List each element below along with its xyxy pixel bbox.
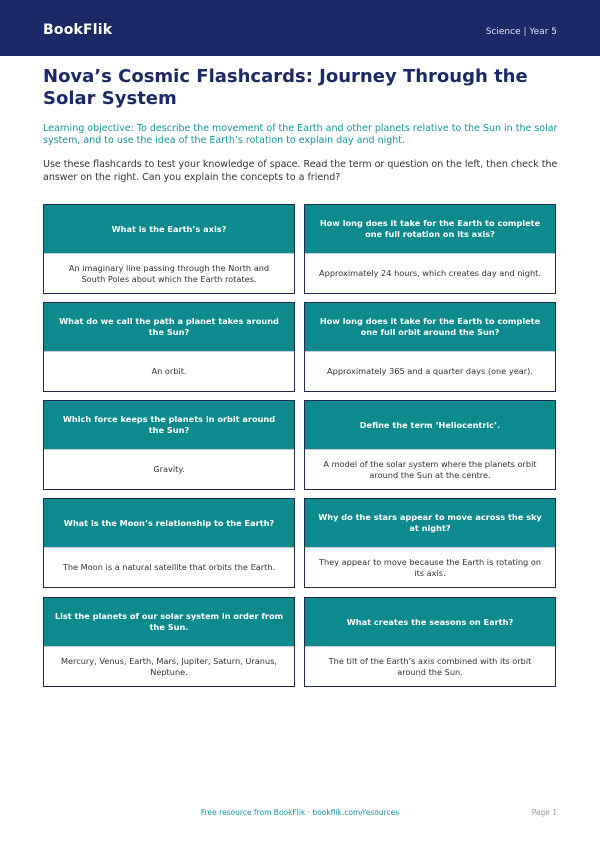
page-title: Nova’s Cosmic Flashcards: Journey Through the Solar System — [43, 66, 528, 109]
flashcard-answer: A model of the solar system where the planets orbit around the Sun at the centre. — [305, 449, 555, 489]
flashcard-question: What do we call the path a planet takes around the Sun? — [44, 303, 294, 351]
flashcard — [304, 204, 556, 294]
flashcard-answer: Mercury, Venus, Earth, Mars, Jupiter, Saturn, Uranus, Neptune. — [44, 646, 294, 686]
flashcard-question: Why do the stars appear to move across the sky at night? — [305, 499, 555, 547]
flashcard-question: What creates the seasons on Earth? — [305, 598, 555, 646]
flashcard-answer: The Moon is a natural satellite that orbits the Earth. — [44, 547, 294, 587]
flashcard-question: Define the term ‘Heliocentric’. — [305, 401, 555, 449]
flashcard-question: Which force keeps the planets in orbit around the Sun? — [44, 401, 294, 449]
flashcard — [304, 597, 556, 687]
page-number: Page 1 — [531, 808, 557, 817]
flashcard-question: List the planets of our solar system in order from the Sun. — [44, 598, 294, 646]
flashcard-answer: Approximately 365 and a quarter days (one year). — [305, 351, 555, 391]
flashcard — [43, 302, 295, 392]
flashcard-question: How long does it take for the Earth to complete one full rotation on its axis? — [305, 205, 555, 253]
brand-logo[interactable]: BookFlik — [43, 22, 113, 38]
subject-label: Science | Year 5 — [485, 27, 557, 37]
flashcard-answer: They appear to move because the Earth is rotating on its axis. — [305, 547, 555, 587]
flashcard-question: How long does it take for the Earth to complete one full orbit around the Sun? — [305, 303, 555, 351]
flashcard — [43, 498, 295, 588]
footer-resource-link[interactable]: Free resource from BookFlik · bookflik.com/resources — [200, 808, 400, 817]
intro-text: Use these flashcards to test your knowledge of space. Read the term or question on the left, then check the answer on the right. Can you explain the concepts to a friend? — [43, 159, 558, 183]
flashcard-answer: Approximately 24 hours, which creates day and night. — [305, 253, 555, 293]
flashcard — [43, 400, 295, 490]
header-bar — [0, 0, 600, 56]
flashcard-answer: The tilt of the Earth’s axis combined with its orbit around the Sun. — [305, 646, 555, 686]
flashcard — [304, 498, 556, 588]
flashcard-answer: An imaginary line passing through the North and South Poles about which the Earth rotates. — [44, 253, 294, 293]
flashcard — [304, 302, 556, 392]
flashcard-answer: Gravity. — [44, 449, 294, 489]
flashcard — [304, 400, 556, 490]
learning-objective: Learning objective: To describe the movement of the Earth and other planets relative to the Sun in the solar system, and to use the idea of the Earth’s rotation to explain day and night. — [43, 123, 558, 146]
flashcard-answer: An orbit. — [44, 351, 294, 391]
flashcard-question: What is the Moon’s relationship to the Earth? — [44, 499, 294, 547]
flashcard — [43, 204, 295, 294]
flashcard — [43, 597, 295, 687]
flashcard-question: What is the Earth’s axis? — [44, 205, 294, 253]
